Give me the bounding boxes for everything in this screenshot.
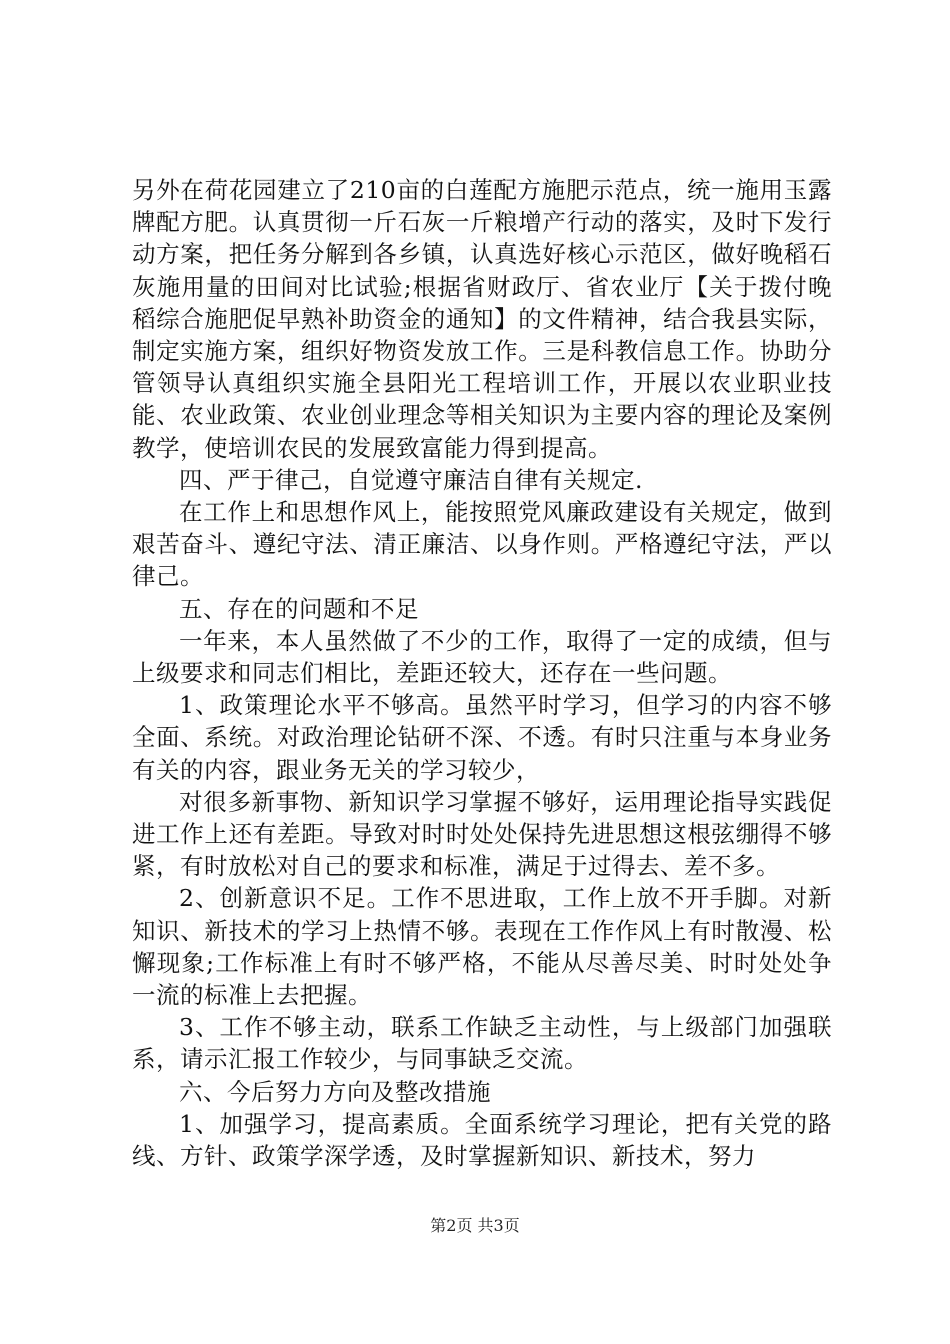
paragraph-summary: 一年来，本人虽然做了不少的工作，取得了一定的成绩，但与上级要求和同志们相比，差距还较大，还存在一些问题。 <box>132 626 832 688</box>
paragraph-1: 另外在荷花园建立了210亩的白莲配方施肥示范点，统一施用玉露牌配方肥。认真贯彻一斤石灰一斤粮增产行动的落实，及时下发行动方案，把任务分解到各乡镇，认真选好核心示范区，做好晚稻石灰施用量的田间对比试验;根据省财政厅、省农业厅【关于拨付晚稻综合施肥促早熟补助资金的通知】的文件精神，结合我县实际，制定实施方案，组织好物资发放工作。三是科教信息工作。协助分管领导认真组织实施全县阳光工程培训工作，开展以农业职业技能、农业政策、农业创业理念等相关知识为主要内容的理论及案例教学，使培训农民的发展致富能力得到提高。 <box>132 176 832 462</box>
list-item-3: 3、工作不够主动，联系工作缺乏主动性，与上级部门加强联系，请示汇报工作较少，与同事缺乏交流。 <box>132 1013 832 1074</box>
measure-item-1: 1、加强学习，提高素质。全面系统学习理论，把有关党的路线、方针、政策学深学透，及时掌握新知识、新技术，努力 <box>132 1109 832 1171</box>
document-body <box>132 174 832 1172</box>
list-item-2: 2、创新意识不足。工作不思进取，工作上放不开手脚。对新知识、新技术的学习上热情不够。表现在工作作风上有时散漫、松懈现象;工作标准上有时不够严格，不能从尽善尽美、时时处处争一流的标准上去把握。 <box>132 884 832 1010</box>
section-heading-6: 六、今后努力方向及整改措施 <box>179 1077 491 1106</box>
list-item-1: 1、政策理论水平不够高。虽然平时学习，但学习的内容不够全面、系统。对政治理论钻研不深、不透。有时只注重与本身业务有关的内容，跟业务无关的学习较少， <box>132 691 832 784</box>
page-footer: 第2页 共3页 <box>430 1216 520 1235</box>
section-heading-5: 五、存在的问题和不足 <box>179 594 419 623</box>
section-heading-4: 四、严于律己，自觉遵守廉洁自律有关规定. <box>179 465 643 494</box>
paragraph-discipline: 在工作上和思想作风上，能按照党风廉政建设有关规定，做到艰苦奋斗、遵纪守法、清正廉洁、以身作则。严格遵纪守法，严以律己。 <box>132 498 832 591</box>
list-item-1-continued: 对很多新事物、新知识学习掌握不够好，运用理论指导实践促进工作上还有差距。导致对时时处处保持先进思想这根弦绷得不够紧，有时放松对自己的要求和标准，满足于过得去、差不多。 <box>132 787 832 881</box>
